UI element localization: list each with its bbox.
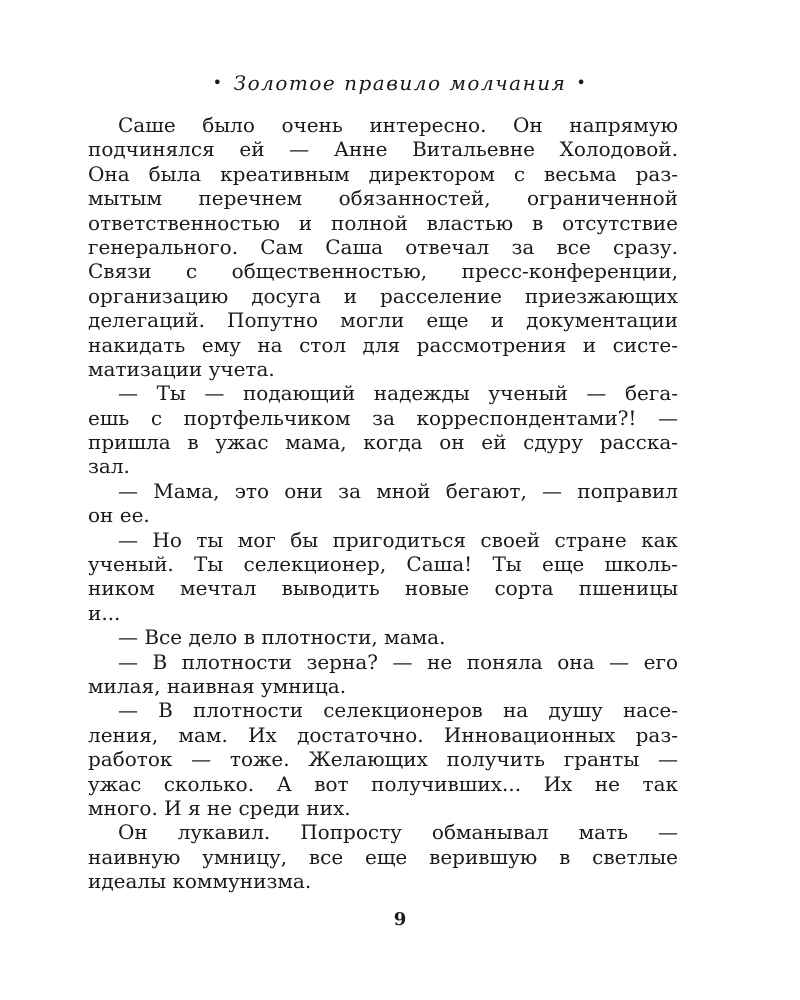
text-line: пришла в ужас мама, когда он ей сдуру расска-	[88, 430, 678, 455]
text-line: — Но ты мог бы пригодиться своей стране как	[118, 527, 678, 552]
text-line: — Все дело в плотности, мама.	[118, 625, 446, 650]
text-line: Он лукавил. Попросту обманывал мать —	[118, 820, 678, 845]
text-line: ученый. Ты селекционер, Саша! Ты еще школь-	[88, 552, 678, 577]
text-line: зал.	[88, 454, 130, 479]
text-line: ужас сколько. А вот получивших... Их не так	[88, 771, 678, 796]
text-line: ешь с портфельчиком за корреспондентами?! —	[88, 405, 678, 430]
body-text	[88, 113, 678, 894]
text-line: Она была креативным директором с весьма раз-	[88, 161, 678, 186]
running-header	[0, 68, 800, 98]
text-line: генерального. Сам Саша отвечал за все сразу.	[88, 234, 678, 259]
text-line: подчинялся ей — Анне Витальевне Холодовой.	[88, 137, 678, 162]
text-line: накидать ему на стол для рассмотрения и систе-	[88, 332, 678, 357]
text-line: ником мечтал выводить новые сорта пшеницы	[88, 576, 678, 601]
text-line: Связи с общественностью, пресс-конференции,	[88, 259, 678, 284]
text-line: милая, наивная умница.	[88, 673, 347, 698]
text-line: ления, мам. Их достаточно. Инновационных раз-	[88, 722, 678, 747]
page-number: 9	[393, 909, 407, 930]
text-line: — В плотности зерна? — не поняла она — его	[118, 649, 678, 674]
text-line: организацию досуга и расселение приезжающих	[88, 283, 678, 308]
text-line: — Мама, это они за мной бегают, — поправил	[118, 478, 678, 503]
text-line: — Ты — подающий надежды ученый — бега-	[118, 381, 678, 406]
text-line: ответственностью и полной властью в отсутствие	[88, 210, 678, 235]
text-line: Саше было очень интересно. Он напрямую	[118, 113, 678, 137]
text-line: много. И я не среди них.	[88, 795, 351, 820]
text-line: идеалы коммунизма.	[88, 869, 312, 894]
text-line: и...	[88, 600, 121, 625]
text-line: делегаций. Попутно могли еще и документации	[88, 308, 678, 333]
running-header-title: Золотое правило молчания	[233, 71, 567, 95]
text-line: — В плотности селекционеров на душу насе-	[118, 698, 678, 723]
text-line: матизации учета.	[88, 356, 275, 381]
text-line: работок — тоже. Желающих получить гранты —	[88, 747, 678, 772]
text-line: мытым перечнем обязанностей, ограниченной	[88, 186, 678, 211]
text-line: наивную умницу, все еще верившую в светлые	[88, 844, 678, 869]
header-bullet-right: •	[576, 73, 588, 92]
header-bullet-left: •	[212, 73, 224, 92]
text-line: он ее.	[88, 503, 150, 528]
